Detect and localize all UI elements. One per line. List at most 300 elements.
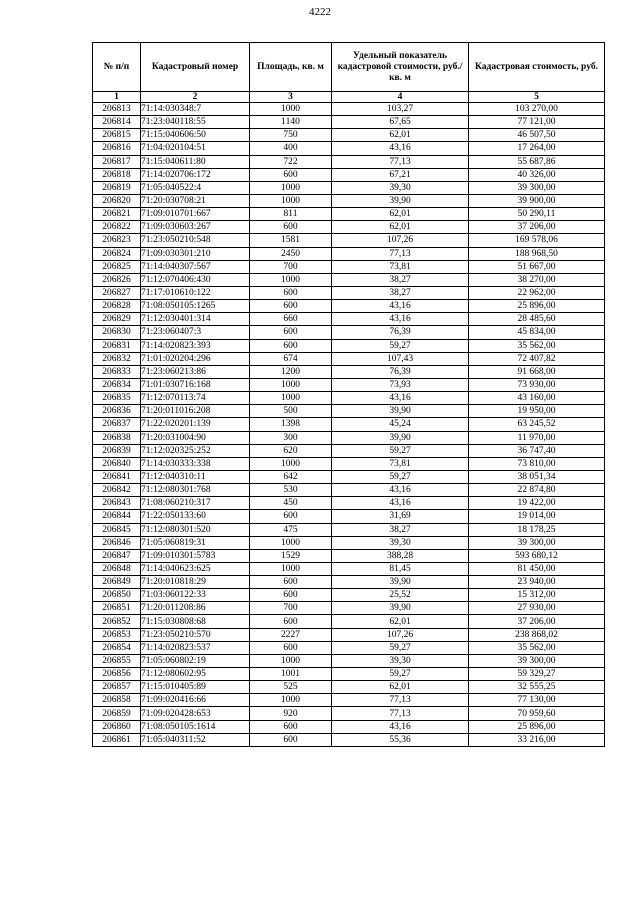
row-number-cell: 206838 xyxy=(93,431,141,444)
row-number-cell: 206823 xyxy=(93,234,141,247)
cadastral-value-cell: 51 667,00 xyxy=(469,260,605,273)
table-row xyxy=(93,615,605,628)
cadastral-number-cell: 71:12:070113:74 xyxy=(141,392,250,405)
table-row xyxy=(93,694,605,707)
table-row xyxy=(93,720,605,733)
unit-value-cell: 107,26 xyxy=(332,234,469,247)
cadastral-value-cell: 238 868,02 xyxy=(469,628,605,641)
row-number-cell: 206816 xyxy=(93,142,141,155)
cadastral-value-cell: 17 264,00 xyxy=(469,142,605,155)
cadastral-value-cell: 77 121,00 xyxy=(469,116,605,129)
cadastral-value-cell: 18 178,25 xyxy=(469,523,605,536)
cadastral-value-cell: 36 747,40 xyxy=(469,444,605,457)
table-row xyxy=(93,168,605,181)
row-number-cell: 206820 xyxy=(93,194,141,207)
cadastral-number-cell: 71:09:020416:66 xyxy=(141,694,250,707)
area-cell: 600 xyxy=(250,510,332,523)
cadastral-number-cell: 71:20:011208:86 xyxy=(141,602,250,615)
cadastral-value-cell: 22 874,80 xyxy=(469,484,605,497)
table-row xyxy=(93,405,605,418)
cadastral-value-cell: 70 959,60 xyxy=(469,707,605,720)
cadastral-value-cell: 73 930,00 xyxy=(469,378,605,391)
unit-value-cell: 107,26 xyxy=(332,628,469,641)
area-cell: 2227 xyxy=(250,628,332,641)
row-number-cell: 206836 xyxy=(93,405,141,418)
row-number-cell: 206856 xyxy=(93,668,141,681)
cadastral-number-cell: 71:12:030401:314 xyxy=(141,313,250,326)
area-cell: 1140 xyxy=(250,116,332,129)
cadastral-number-cell: 71:20:030708:21 xyxy=(141,194,250,207)
unit-value-cell: 39,90 xyxy=(332,576,469,589)
header-cadastral-number: Кадастровый номер xyxy=(141,43,250,92)
cadastral-number-cell: 71:14:020823:393 xyxy=(141,339,250,352)
area-cell: 1000 xyxy=(250,392,332,405)
cadastral-value-cell: 15 312,00 xyxy=(469,589,605,602)
column-number: 3 xyxy=(250,92,332,103)
cadastral-value-cell: 19 422,00 xyxy=(469,497,605,510)
cadastral-value-cell: 23 940,00 xyxy=(469,576,605,589)
table-row xyxy=(93,300,605,313)
cadastral-value-cell: 33 216,00 xyxy=(469,733,605,746)
cadastral-number-cell: 71:12:080602:95 xyxy=(141,668,250,681)
cadastral-number-cell: 71:01:020204:296 xyxy=(141,352,250,365)
area-cell: 1000 xyxy=(250,654,332,667)
table-row xyxy=(93,129,605,142)
cadastral-value-cell: 25 896,00 xyxy=(469,300,605,313)
row-number-cell: 206819 xyxy=(93,181,141,194)
area-cell: 450 xyxy=(250,497,332,510)
area-cell: 1000 xyxy=(250,694,332,707)
table-row xyxy=(93,444,605,457)
area-cell: 1000 xyxy=(250,103,332,116)
row-number-cell: 206814 xyxy=(93,116,141,129)
column-number: 2 xyxy=(141,92,250,103)
cadastral-number-cell: 71:09:030603:267 xyxy=(141,221,250,234)
table-body xyxy=(93,103,605,747)
table-row xyxy=(93,273,605,286)
unit-value-cell: 39,30 xyxy=(332,654,469,667)
table-row xyxy=(93,668,605,681)
cadastral-value-cell: 11 970,00 xyxy=(469,431,605,444)
row-number-cell: 206861 xyxy=(93,733,141,746)
cadastral-value-cell: 55 687,86 xyxy=(469,155,605,168)
cadastral-number-cell: 71:15:040606:50 xyxy=(141,129,250,142)
unit-value-cell: 59,27 xyxy=(332,444,469,457)
cadastral-number-cell: 71:15:040611:80 xyxy=(141,155,250,168)
cadastral-value-cell: 32 555,25 xyxy=(469,681,605,694)
header-row xyxy=(93,43,605,92)
row-number-cell: 206813 xyxy=(93,103,141,116)
area-cell: 400 xyxy=(250,142,332,155)
unit-value-cell: 59,27 xyxy=(332,641,469,654)
unit-value-cell: 62,01 xyxy=(332,221,469,234)
area-cell: 1200 xyxy=(250,365,332,378)
unit-value-cell: 38,27 xyxy=(332,523,469,536)
unit-value-cell: 73,93 xyxy=(332,378,469,391)
row-number-cell: 206828 xyxy=(93,300,141,313)
table-row xyxy=(93,510,605,523)
area-cell: 1529 xyxy=(250,549,332,562)
unit-value-cell: 76,39 xyxy=(332,365,469,378)
row-number-cell: 206851 xyxy=(93,602,141,615)
table-row xyxy=(93,418,605,431)
area-cell: 750 xyxy=(250,129,332,142)
cadastral-number-cell: 71:08:050105:1614 xyxy=(141,720,250,733)
cadastral-value-cell: 59 329,27 xyxy=(469,668,605,681)
cadastral-number-cell: 71:23:050210:548 xyxy=(141,234,250,247)
row-number-cell: 206818 xyxy=(93,168,141,181)
row-number-cell: 206839 xyxy=(93,444,141,457)
row-number-cell: 206852 xyxy=(93,615,141,628)
cadastral-number-cell: 71:01:030716:168 xyxy=(141,378,250,391)
unit-value-cell: 67,65 xyxy=(332,116,469,129)
table-row xyxy=(93,733,605,746)
unit-value-cell: 107,43 xyxy=(332,352,469,365)
area-cell: 530 xyxy=(250,484,332,497)
table-row xyxy=(93,654,605,667)
table-row xyxy=(93,313,605,326)
cadastral-number-cell: 71:14:020823:537 xyxy=(141,641,250,654)
table-row xyxy=(93,208,605,221)
cadastral-value-cell: 169 578,06 xyxy=(469,234,605,247)
area-cell: 1398 xyxy=(250,418,332,431)
unit-value-cell: 59,27 xyxy=(332,339,469,352)
unit-value-cell: 103,27 xyxy=(332,103,469,116)
row-number-cell: 206854 xyxy=(93,641,141,654)
area-cell: 600 xyxy=(250,720,332,733)
unit-value-cell: 59,27 xyxy=(332,668,469,681)
table-row xyxy=(93,365,605,378)
area-cell: 674 xyxy=(250,352,332,365)
unit-value-cell: 62,01 xyxy=(332,681,469,694)
column-number: 1 xyxy=(93,92,141,103)
unit-value-cell: 62,01 xyxy=(332,615,469,628)
table-row xyxy=(93,116,605,129)
table-row xyxy=(93,549,605,562)
cadastral-value-cell: 81 450,00 xyxy=(469,562,605,575)
cadastral-value-cell: 35 562,00 xyxy=(469,641,605,654)
table-row xyxy=(93,707,605,720)
row-number-cell: 206832 xyxy=(93,352,141,365)
area-cell: 1000 xyxy=(250,181,332,194)
table-row xyxy=(93,681,605,694)
table-row xyxy=(93,221,605,234)
cadastral-number-cell: 71:09:010301:5783 xyxy=(141,549,250,562)
unit-value-cell: 62,01 xyxy=(332,208,469,221)
cadastral-value-cell: 38 270,00 xyxy=(469,273,605,286)
row-number-cell: 206843 xyxy=(93,497,141,510)
table-row xyxy=(93,326,605,339)
area-cell: 660 xyxy=(250,313,332,326)
area-cell: 600 xyxy=(250,576,332,589)
area-cell: 600 xyxy=(250,615,332,628)
row-number-cell: 206860 xyxy=(93,720,141,733)
column-number-row xyxy=(93,92,605,103)
cadastral-number-cell: 71:14:020706:172 xyxy=(141,168,250,181)
row-number-cell: 206833 xyxy=(93,365,141,378)
row-number-cell: 206835 xyxy=(93,392,141,405)
table-row xyxy=(93,352,605,365)
unit-value-cell: 55,36 xyxy=(332,733,469,746)
unit-value-cell: 39,90 xyxy=(332,431,469,444)
row-number-cell: 206827 xyxy=(93,286,141,299)
cadastral-value-cell: 37 206,00 xyxy=(469,615,605,628)
area-cell: 300 xyxy=(250,431,332,444)
unit-value-cell: 39,90 xyxy=(332,194,469,207)
table-row xyxy=(93,523,605,536)
table-row xyxy=(93,536,605,549)
cadastral-number-cell: 71:20:031004:90 xyxy=(141,431,250,444)
area-cell: 1000 xyxy=(250,536,332,549)
area-cell: 700 xyxy=(250,260,332,273)
unit-value-cell: 43,16 xyxy=(332,497,469,510)
cadastral-value-cell: 593 680,12 xyxy=(469,549,605,562)
unit-value-cell: 43,16 xyxy=(332,300,469,313)
table-row xyxy=(93,234,605,247)
area-cell: 620 xyxy=(250,444,332,457)
column-number: 5 xyxy=(469,92,605,103)
unit-value-cell: 39,90 xyxy=(332,602,469,615)
cadastral-number-cell: 71:14:040623:625 xyxy=(141,562,250,575)
unit-value-cell: 62,01 xyxy=(332,129,469,142)
row-number-cell: 206850 xyxy=(93,589,141,602)
cadastral-value-cell: 43 160,00 xyxy=(469,392,605,405)
header-unit-value: Удельный показатель кадастровой стоимости, руб./кв. м xyxy=(332,43,469,92)
unit-value-cell: 81,45 xyxy=(332,562,469,575)
table-row xyxy=(93,576,605,589)
table-row xyxy=(93,641,605,654)
cadastral-number-cell: 71:05:040522:4 xyxy=(141,181,250,194)
cadastral-number-cell: 71:17:010610:122 xyxy=(141,286,250,299)
area-cell: 600 xyxy=(250,641,332,654)
area-cell: 600 xyxy=(250,286,332,299)
unit-value-cell: 59,27 xyxy=(332,470,469,483)
area-cell: 600 xyxy=(250,339,332,352)
area-cell: 500 xyxy=(250,405,332,418)
row-number-cell: 206817 xyxy=(93,155,141,168)
cadastral-value-cell: 72 407,82 xyxy=(469,352,605,365)
table-row xyxy=(93,260,605,273)
table-row xyxy=(93,142,605,155)
page-number: 4222 xyxy=(309,6,331,18)
cadastral-number-cell: 71:15:030808:68 xyxy=(141,615,250,628)
row-number-cell: 206849 xyxy=(93,576,141,589)
area-cell: 920 xyxy=(250,707,332,720)
cadastral-number-cell: 71:03:060122:33 xyxy=(141,589,250,602)
table-row xyxy=(93,589,605,602)
header-cadastral-value: Кадастровая стоимость, руб. xyxy=(469,43,605,92)
cadastral-value-cell: 19 014,00 xyxy=(469,510,605,523)
cadastral-value-cell: 39 300,00 xyxy=(469,536,605,549)
table-row xyxy=(93,562,605,575)
row-number-cell: 206829 xyxy=(93,313,141,326)
table-row xyxy=(93,378,605,391)
row-number-cell: 206857 xyxy=(93,681,141,694)
cadastral-number-cell: 71:14:030333:338 xyxy=(141,457,250,470)
table-row xyxy=(93,457,605,470)
unit-value-cell: 43,16 xyxy=(332,484,469,497)
area-cell: 700 xyxy=(250,602,332,615)
cadastral-number-cell: 71:14:030348:7 xyxy=(141,103,250,116)
cadastral-value-cell: 28 485,60 xyxy=(469,313,605,326)
unit-value-cell: 31,69 xyxy=(332,510,469,523)
cadastral-value-cell: 103 270,00 xyxy=(469,103,605,116)
unit-value-cell: 25,52 xyxy=(332,589,469,602)
area-cell: 600 xyxy=(250,168,332,181)
cadastral-number-cell: 71:12:020325:252 xyxy=(141,444,250,457)
row-number-cell: 206837 xyxy=(93,418,141,431)
row-number-cell: 206826 xyxy=(93,273,141,286)
cadastral-value-cell: 39 300,00 xyxy=(469,654,605,667)
cadastral-value-cell: 39 300,00 xyxy=(469,181,605,194)
row-number-cell: 206845 xyxy=(93,523,141,536)
cadastral-number-cell: 71:05:040311:52 xyxy=(141,733,250,746)
unit-value-cell: 77,13 xyxy=(332,707,469,720)
cadastral-value-cell: 46 507,50 xyxy=(469,129,605,142)
cadastral-number-cell: 71:15:010405:89 xyxy=(141,681,250,694)
unit-value-cell: 77,13 xyxy=(332,247,469,260)
cadastral-value-cell: 45 834,00 xyxy=(469,326,605,339)
cadastral-value-cell: 40 326,00 xyxy=(469,168,605,181)
column-number: 4 xyxy=(332,92,469,103)
cadastral-number-cell: 71:14:040307:567 xyxy=(141,260,250,273)
cadastral-table xyxy=(92,42,605,747)
table-row xyxy=(93,247,605,260)
table-row xyxy=(93,602,605,615)
cadastral-number-cell: 71:09:020428:653 xyxy=(141,707,250,720)
row-number-cell: 206847 xyxy=(93,549,141,562)
cadastral-number-cell: 71:12:080301:768 xyxy=(141,484,250,497)
area-cell: 1000 xyxy=(250,457,332,470)
row-number-cell: 206859 xyxy=(93,707,141,720)
area-cell: 1581 xyxy=(250,234,332,247)
row-number-cell: 206846 xyxy=(93,536,141,549)
cadastral-value-cell: 39 900,00 xyxy=(469,194,605,207)
cadastral-number-cell: 71:23:060407:3 xyxy=(141,326,250,339)
unit-value-cell: 73,81 xyxy=(332,457,469,470)
cadastral-value-cell: 27 930,00 xyxy=(469,602,605,615)
cadastral-number-cell: 71:05:060802:19 xyxy=(141,654,250,667)
area-cell: 600 xyxy=(250,326,332,339)
cadastral-number-cell: 71:22:020201:139 xyxy=(141,418,250,431)
unit-value-cell: 77,13 xyxy=(332,694,469,707)
header-row-number: № п/п xyxy=(93,43,141,92)
area-cell: 1000 xyxy=(250,273,332,286)
area-cell: 600 xyxy=(250,733,332,746)
cadastral-value-cell: 73 810,00 xyxy=(469,457,605,470)
area-cell: 1000 xyxy=(250,378,332,391)
cadastral-value-cell: 19 950,00 xyxy=(469,405,605,418)
table-row xyxy=(93,339,605,352)
table-row xyxy=(93,484,605,497)
area-cell: 525 xyxy=(250,681,332,694)
area-cell: 2450 xyxy=(250,247,332,260)
row-number-cell: 206834 xyxy=(93,378,141,391)
table-row xyxy=(93,103,605,116)
unit-value-cell: 76,39 xyxy=(332,326,469,339)
cadastral-number-cell: 71:04:020104:51 xyxy=(141,142,250,155)
row-number-cell: 206815 xyxy=(93,129,141,142)
area-cell: 475 xyxy=(250,523,332,536)
table-row xyxy=(93,470,605,483)
unit-value-cell: 77,13 xyxy=(332,155,469,168)
unit-value-cell: 39,30 xyxy=(332,536,469,549)
row-number-cell: 206848 xyxy=(93,562,141,575)
area-cell: 1001 xyxy=(250,668,332,681)
cadastral-number-cell: 71:12:080301:520 xyxy=(141,523,250,536)
cadastral-value-cell: 35 562,00 xyxy=(469,339,605,352)
unit-value-cell: 43,16 xyxy=(332,720,469,733)
unit-value-cell: 38,27 xyxy=(332,273,469,286)
unit-value-cell: 45,24 xyxy=(332,418,469,431)
unit-value-cell: 43,16 xyxy=(332,313,469,326)
row-number-cell: 206830 xyxy=(93,326,141,339)
row-number-cell: 206824 xyxy=(93,247,141,260)
row-number-cell: 206842 xyxy=(93,484,141,497)
table-row xyxy=(93,628,605,641)
cadastral-value-cell: 188 968,50 xyxy=(469,247,605,260)
header-area: Площадь, кв. м xyxy=(250,43,332,92)
cadastral-number-cell: 71:23:050210:570 xyxy=(141,628,250,641)
row-number-cell: 206821 xyxy=(93,208,141,221)
row-number-cell: 206855 xyxy=(93,654,141,667)
cadastral-value-cell: 50 290,11 xyxy=(469,208,605,221)
area-cell: 811 xyxy=(250,208,332,221)
cadastral-value-cell: 25 896,00 xyxy=(469,720,605,733)
unit-value-cell: 67,21 xyxy=(332,168,469,181)
unit-value-cell: 388,28 xyxy=(332,549,469,562)
cadastral-number-cell: 71:22:050133:60 xyxy=(141,510,250,523)
row-number-cell: 206841 xyxy=(93,470,141,483)
table-row xyxy=(93,431,605,444)
row-number-cell: 206840 xyxy=(93,457,141,470)
cadastral-value-cell: 22 962,00 xyxy=(469,286,605,299)
area-cell: 722 xyxy=(250,155,332,168)
unit-value-cell: 39,30 xyxy=(332,181,469,194)
unit-value-cell: 39,90 xyxy=(332,405,469,418)
cadastral-number-cell: 71:12:070406:430 xyxy=(141,273,250,286)
area-cell: 600 xyxy=(250,300,332,313)
cadastral-value-cell: 37 206,00 xyxy=(469,221,605,234)
row-number-cell: 206822 xyxy=(93,221,141,234)
unit-value-cell: 43,16 xyxy=(332,392,469,405)
cadastral-number-cell: 71:12:040310:11 xyxy=(141,470,250,483)
table-row xyxy=(93,181,605,194)
area-cell: 1000 xyxy=(250,194,332,207)
area-cell: 600 xyxy=(250,221,332,234)
unit-value-cell: 73,81 xyxy=(332,260,469,273)
cadastral-number-cell: 71:08:060210:317 xyxy=(141,497,250,510)
unit-value-cell: 38,27 xyxy=(332,286,469,299)
row-number-cell: 206844 xyxy=(93,510,141,523)
cadastral-number-cell: 71:23:040118:55 xyxy=(141,116,250,129)
table-row xyxy=(93,194,605,207)
cadastral-number-cell: 71:20:010818:29 xyxy=(141,576,250,589)
table-row xyxy=(93,155,605,168)
table-row xyxy=(93,392,605,405)
area-cell: 1000 xyxy=(250,562,332,575)
cadastral-value-cell: 38 051,34 xyxy=(469,470,605,483)
cadastral-number-cell: 71:05:060819:31 xyxy=(141,536,250,549)
row-number-cell: 206825 xyxy=(93,260,141,273)
cadastral-value-cell: 77 130,00 xyxy=(469,694,605,707)
cadastral-number-cell: 71:20:011016:208 xyxy=(141,405,250,418)
unit-value-cell: 43,16 xyxy=(332,142,469,155)
cadastral-number-cell: 71:09:010701:667 xyxy=(141,208,250,221)
area-cell: 642 xyxy=(250,470,332,483)
table-row xyxy=(93,497,605,510)
cadastral-number-cell: 71:08:050105:1265 xyxy=(141,300,250,313)
